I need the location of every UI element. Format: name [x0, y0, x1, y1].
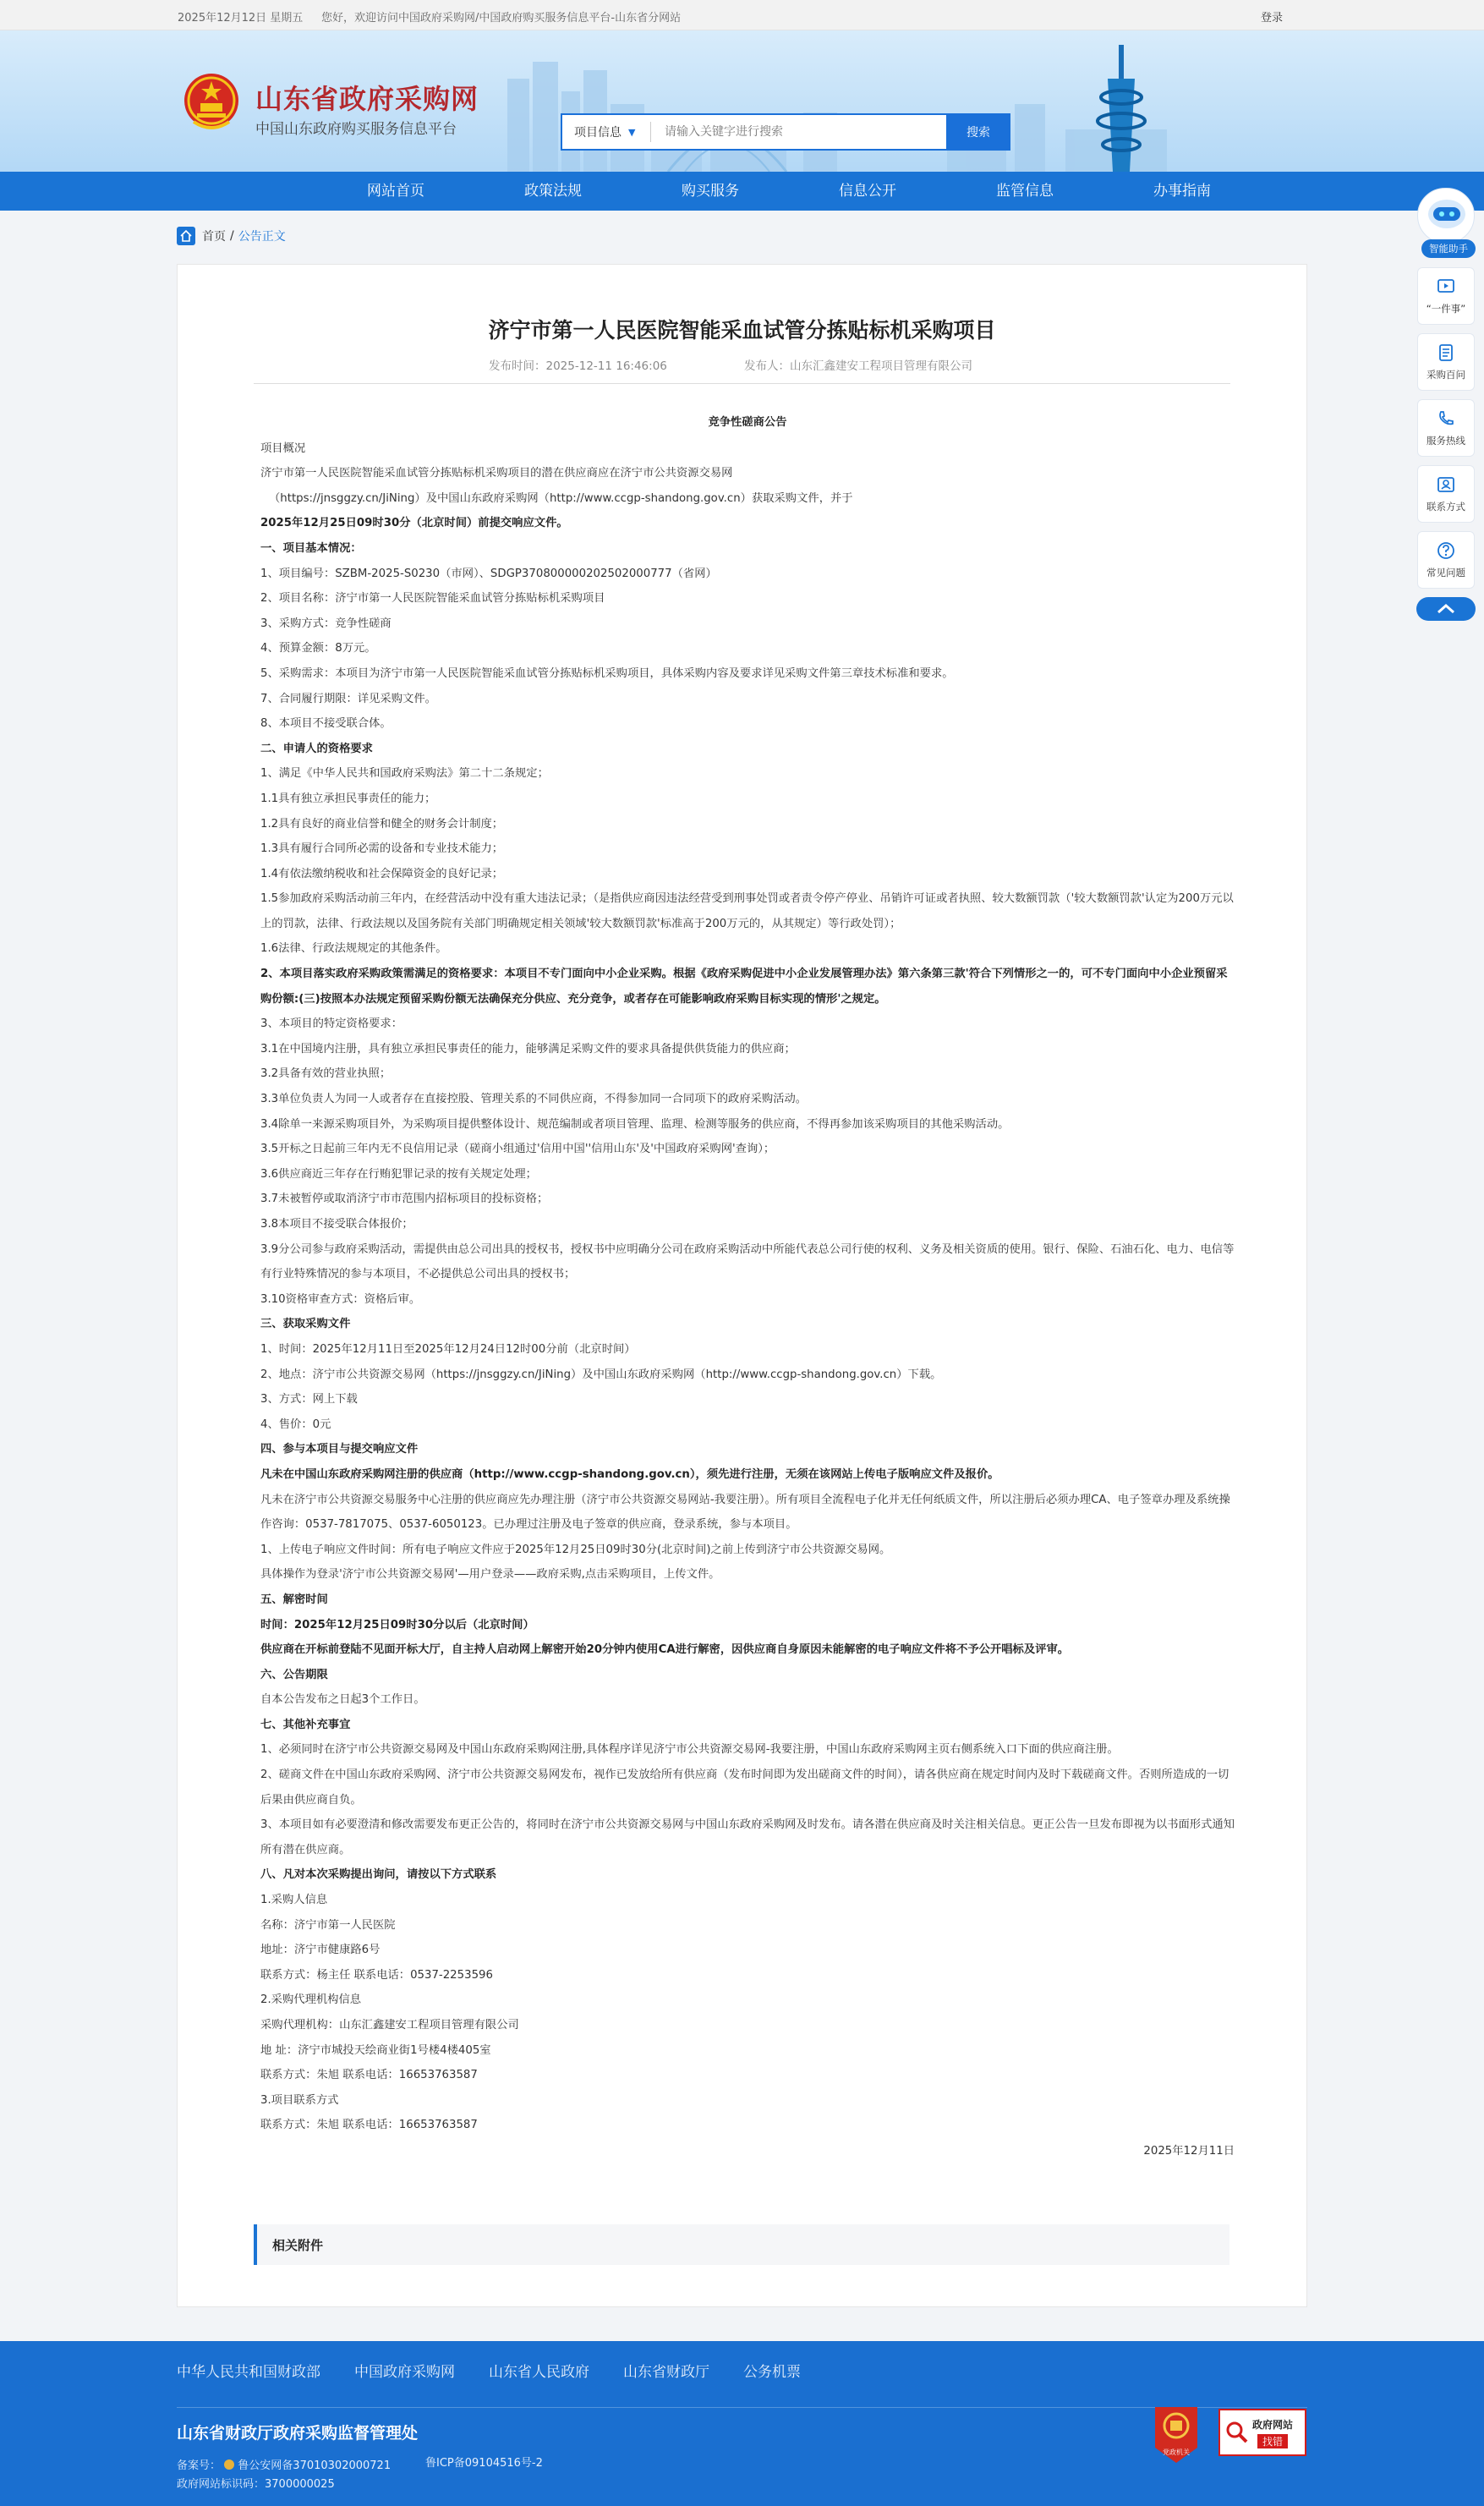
contact-card-icon — [1436, 474, 1456, 495]
search-type-label: 项目信息 — [574, 126, 622, 140]
sidebar-item-common-questions[interactable] — [1417, 531, 1475, 589]
publish-time: 发布时间：2025-12-11 16:46:06 — [489, 359, 667, 373]
police-badge-icon — [224, 2459, 234, 2470]
attachments-section — [254, 2224, 1229, 2265]
article-line: 3、方式：网上下载 — [260, 1393, 358, 1407]
site-header — [0, 30, 1484, 172]
footer-links — [177, 2360, 801, 2381]
gov-site-error-report-badge[interactable] — [1218, 2409, 1306, 2456]
phone-icon — [1436, 409, 1456, 429]
article-line: 3.9分公司参与政府采购活动，需提供由总公司出具的授权书，授权书中应明确分公司在政府采购活动中所能代表总公司行使的权利、义务及相关资质的使用。银行、保险、石油石化、电力、电信等有行业特殊情况的参与本项目，不必提供总公司出具的授权书； — [260, 1242, 1235, 1281]
article-line: 济宁市第一人民医院智能采血试管分拣贴标机采购项目的潜在供应商应在济宁市公共资源交易网 — [260, 467, 733, 480]
party-gov-badge-icon[interactable] — [1152, 2404, 1201, 2465]
search-bar — [561, 113, 1010, 151]
article-line: 八、凡对本次采购提出询问，请按以下方式联系 — [260, 1868, 497, 1882]
article-line: 1.1具有独立承担民事责任的能力； — [260, 792, 436, 805]
article-line: 采购代理机构：山东汇鑫建安工程项目管理有限公司 — [260, 2019, 519, 2032]
ai-assistant-button[interactable] — [1417, 188, 1475, 255]
city-skyline-illustration — [474, 45, 1201, 172]
article-line: 1.2具有良好的商业信誉和健全的财务会计制度； — [260, 817, 504, 831]
nav-item-supervision[interactable]: 监管信息 — [996, 183, 1054, 200]
national-emblem-icon — [182, 71, 241, 134]
article-line: 联系方式：朱旭 联系电话：16653763587 — [260, 2119, 478, 2132]
article-line: 地址：济宁市健康路6号 — [260, 1944, 381, 1957]
sidebar-item-label: 服务热线 — [1427, 435, 1465, 447]
title-divider — [254, 383, 1230, 384]
article-line: 凡未在济宁市公共资源交易服务中心注册的供应商应先办理注册（济宁市公共资源交易网站-我要注册）。所有项目全流程电子化并无任何纸质文件，所以注册后必须办理CA、电子签章办理及系统操作咨询：0537-7817075、0537-6050123。已办理过注册及电子签章的供应商，登录系统，参与本项目。 — [260, 1493, 1230, 1532]
sidebar-item-label: 联系方式 — [1427, 501, 1465, 513]
badge-line1: 政府网站 — [1252, 2419, 1294, 2431]
article-line: 1.6法律、行政法规规定的其他条件。 — [260, 942, 447, 956]
article-body — [260, 410, 1235, 2164]
article-line: 竞争性磋商公告 — [708, 416, 787, 429]
sidebar-item-one-thing[interactable] — [1417, 267, 1475, 325]
article-line: 联系方式：杨主任 联系电话：0537-2253596 — [260, 1968, 493, 1982]
article-line: 2.采购代理机构信息 — [260, 1993, 362, 2007]
article-line: 3.项目联系方式 — [260, 2093, 339, 2107]
article-line: 1、上传电子响应文件时间：所有电子响应文件应于2025年12月25日09时30分(北京时间)之前上传到济宁市公共资源交易网。 — [260, 1543, 891, 1556]
article-line: 地 址：济宁市城投天绘商业街1号楼4楼405室 — [260, 2043, 491, 2057]
footer-link-shandong-gov[interactable]: 山东省人民政府 — [489, 2364, 589, 2381]
footer-link-mof[interactable]: 中华人民共和国财政部 — [177, 2364, 320, 2381]
article-line: （https://jnsggzy.cn/JiNing）及中国山东政府采购网（http://www.ccgp-shandong.gov.cn）获取采购文件，并于 — [269, 491, 853, 505]
sidebar-item-label: “一件事” — [1426, 303, 1466, 315]
sidebar-item-label: 采购百问 — [1427, 369, 1465, 381]
question-icon — [1436, 540, 1456, 561]
nav-item-home[interactable]: 网站首页 — [367, 183, 424, 200]
nav-item-purchase-service[interactable]: 购买服务 — [682, 183, 739, 200]
article-line: 5、采购需求：本项目为济宁市第一人民医院智能采血试管分拣贴标机采购项目，具体采购内容及要求详见采购文件第三章技术标准和要求。 — [260, 666, 954, 680]
article-line: 2025年12月25日09时30分（北京时间）前提交响应文件。 — [260, 517, 568, 530]
footer-record-label — [177, 2456, 391, 2472]
article-line: 1、时间：2025年12月11日至2025年12月24日12时00分前（北京时间） — [260, 1342, 636, 1356]
site-name: 山东省政府采购网 — [255, 83, 479, 115]
nav-item-policy[interactable]: 政策法规 — [524, 183, 582, 200]
article-line: 供应商在开标前登陆不见面开标大厅，自主持人启动网上解密开始20分钟内使用CA进行解密，因供应商自身原因未能解密的电子响应文件将不予公开唱标及评审。 — [260, 1643, 1070, 1657]
site-subtitle: 中国山东政府购买服务信息平台 — [255, 121, 457, 138]
current-date: 2025年12月12日 星期五 — [178, 12, 304, 25]
article-line: 1.4有依法缴纳税收和社会保障资金的良好记录； — [260, 867, 504, 880]
breadcrumb-current: 公告正文 — [238, 230, 286, 244]
robot-icon — [1418, 189, 1476, 244]
article-title: 济宁市第一人民医院智能采血试管分拣贴标机采购项目 — [488, 318, 996, 343]
article-line: 六、公告期限 — [260, 1668, 328, 1681]
article-line: 二、申请人的资格要求 — [260, 742, 373, 755]
main-nav — [0, 172, 1484, 211]
article-line: 3、本项目的特定资格要求： — [260, 1017, 403, 1031]
sidebar-item-label: 常见问题 — [1427, 567, 1465, 579]
article-line: 3.5开标之日起前三年内无不良信用记录（磋商小组通过'信用中国''信用山东'及'中国政府采购网'查询）； — [260, 1143, 775, 1156]
article-line: 1、必须同时在济宁市公共资源交易网及中国山东政府采购网注册,具体程序详见济宁市公共资源交易网-我要注册，中国山东政府采购网主页右侧系统入口下面的供应商注册。 — [260, 1743, 1119, 1757]
article-line: 7、合同履行期限：详见采购文件。 — [260, 692, 436, 705]
floating-sidebar — [1416, 188, 1476, 621]
nav-item-guide[interactable]: 办事指南 — [1153, 183, 1211, 200]
chevron-down-icon: ▼ — [628, 126, 636, 138]
article-line: 1、满足《中华人民共和国政府采购法》第二十二条规定； — [260, 767, 549, 781]
nav-item-info-public[interactable]: 信息公开 — [839, 183, 896, 200]
document-icon — [1436, 343, 1456, 363]
article-line: 2、项目名称：济宁市第一人民医院智能采血试管分拣贴标机采购项目 — [260, 592, 605, 606]
article-line: 2、磋商文件在中国山东政府采购网、济宁市公共资源交易网发布，视作已发放给所有供应商（发布时间即为发出磋商文件的时间），请各供应商在规定时间内及时下载磋商文件。否则所造成的一切后果由供应商自负。 — [260, 1768, 1229, 1807]
article-line: 具体操作为登录'济宁市公共资源交易网'—用户登录——政府采购,点击采购项目，上传文件。 — [260, 1568, 720, 1582]
article-line: 3.7未被暂停或取消济宁市市范围内招标项目的投标资格； — [260, 1193, 549, 1206]
sidebar-item-contact[interactable] — [1417, 465, 1475, 523]
article-line: 3.2具备有效的营业执照； — [260, 1067, 392, 1081]
welcome-text: 您好，欢迎访问中国政府采购网/中国政府购买服务信息平台-山东省分网站 — [321, 12, 682, 25]
footer-divider — [177, 2407, 1307, 2408]
footer-link-air-tickets[interactable]: 公务机票 — [743, 2364, 801, 2381]
back-to-top-button[interactable] — [1416, 597, 1476, 621]
record-label: 备案号： — [177, 2459, 222, 2472]
article-line: 3.6供应商近三年存在行贿犯罪记录的按有关规定处理； — [260, 1167, 537, 1181]
article-line: 凡未在中国山东政府采购网注册的供应商（http://www.ccgp-shandong.gov.cn），须先进行注册，无须在该网站上传电子版响应文件及报价。 — [260, 1467, 999, 1481]
article-line: 三、获取采购文件 — [260, 1318, 351, 1331]
article-line: 名称：济宁市第一人民医院 — [260, 1918, 396, 1932]
footer-link-ccgp[interactable]: 中国政府采购网 — [354, 2364, 455, 2381]
breadcrumb — [177, 227, 286, 245]
login-link[interactable]: 登录 — [1260, 12, 1283, 25]
article-line: 五、解密时间 — [260, 1593, 328, 1606]
party-gov-badge-text: 党政机关 — [1163, 2448, 1190, 2456]
home-icon — [177, 227, 195, 245]
article-line: 1、项目编号：SZBM-2025-S0230（市网）、SDGP370800000202502000777（省网） — [260, 567, 717, 580]
article-line: 3.10资格审查方式：资格后审。 — [260, 1292, 421, 1306]
article-line: 8、本项目不接受联合体。 — [260, 717, 392, 731]
article-line: 2、地点：济宁市公共资源交易网（https://jnsggzy.cn/JiNing）及中国山东政府采购网（http://www.ccgp-shandong.gov.cn）下载。 — [260, 1368, 942, 1381]
article-line: 联系方式：朱旭 联系电话：16653763587 — [260, 2069, 478, 2082]
attachments-label: 相关附件 — [272, 2238, 324, 2253]
article-line: 2、本项目落实政府采购政策需满足的资格要求：本项目不专门面向中小企业采购。根据《政府采购促进中小企业发展管理办法》第六条第三款'符合下列情形之一的，可不专门面向中小企业预留采购份额:(三)按照本办法规定预留采购份额无法确保充分供应、充分竞争，或者存在可能影响政府采购目标实现的情形'之规定。 — [260, 968, 1228, 1006]
breadcrumb-home[interactable]: 首页 — [202, 230, 226, 244]
breadcrumb-separator: / — [230, 229, 234, 243]
article-line: 四、参与本项目与提交响应文件 — [260, 1443, 419, 1456]
article-line: 自本公告发布之日起3个工作日。 — [260, 1693, 425, 1707]
publisher: 发布人：山东汇鑫建安工程项目管理有限公司 — [744, 359, 972, 373]
icp-record[interactable]: 鲁ICP备09104516号-2 — [425, 2457, 543, 2470]
site-id: 政府网站标识码：3700000025 — [177, 2478, 335, 2491]
chevron-up-icon — [1416, 597, 1476, 621]
sidebar-item-hotline[interactable] — [1417, 399, 1475, 457]
article-line: 3、本项目如有必要澄清和修改需要发布更正公告的，将同时在济宁市公共资源交易网与中国山东政府采购网及时发布。请各潜在供应商及时关注相关信息。更正公告一旦发布即视为以书面形式通知所有潜在供应商。 — [260, 1818, 1235, 1856]
article-line: 一、项目基本情况： — [260, 541, 362, 555]
article-line: 七、其他补充事宜 — [260, 1718, 351, 1731]
police-record[interactable]: 鲁公安网备37010302000721 — [238, 2459, 392, 2472]
article-panel — [177, 264, 1307, 2307]
article-line: 时间：2025年12月25日09时30分以后（北京时间） — [260, 1618, 534, 1631]
top-bar — [0, 0, 1484, 30]
search-input[interactable] — [651, 115, 946, 149]
search-type-select[interactable] — [562, 122, 651, 142]
article-line: 3.8本项目不接受联合体报价； — [260, 1218, 413, 1231]
article-line: 项目概况 — [260, 441, 306, 455]
badge-line2: 找错 — [1257, 2434, 1288, 2448]
article-line: 1.3具有履行合同所必需的设备和专业技术能力； — [260, 842, 504, 856]
play-screen-icon — [1436, 277, 1456, 297]
article-line: 3、采购方式：竞争性磋商 — [260, 617, 392, 630]
ai-assistant-label: 智能助手 — [1421, 239, 1476, 258]
footer-link-shandong-finance[interactable]: 山东省财政厅 — [623, 2364, 709, 2381]
article-line: 3.1在中国境内注册，具有独立承担民事责任的能力，能够满足采购文件的要求具备提供供货能力的供应商； — [260, 1042, 796, 1056]
article-line: 2025年12月11日 — [1143, 2144, 1235, 2158]
article-line: 4、预算金额：8万元。 — [260, 642, 376, 655]
article-line: 1.采购人信息 — [260, 1894, 328, 1907]
magnifier-icon — [1225, 2421, 1249, 2444]
footer-organization: 山东省财政厅政府采购监督管理处 — [177, 2424, 419, 2443]
article-line: 4、售价：0元 — [260, 1418, 331, 1431]
article-line: 3.3单位负责人为同一人或者存在直接控股、管理关系的不同供应商，不得参加同一合同项下的政府采购活动。 — [260, 1093, 808, 1106]
article-line: 1.5参加政府采购活动前三年内，在经营活动中没有重大违法记录；（是指供应商因违法经营受到刑事处罚或者责令停产停业、吊销许可证或者执照、较大数额罚款（'较大数额罚款'认定为200万元以上的罚款，法律、行政法规以及国务院有关部门明确规定相关领域'较大数额罚款'标准高于200万元的，从其规定）等行政处罚）； — [260, 892, 1234, 930]
article-line: 3.4除单一来源采购项目外，为采购项目提供整体设计、规范编制或者项目管理、监理、检测等服务的供应商，不得再参加该采购项目的其他采购活动。 — [260, 1117, 1010, 1131]
search-button[interactable]: 搜索 — [946, 113, 1010, 151]
sidebar-item-faq-purchase[interactable] — [1417, 333, 1475, 391]
